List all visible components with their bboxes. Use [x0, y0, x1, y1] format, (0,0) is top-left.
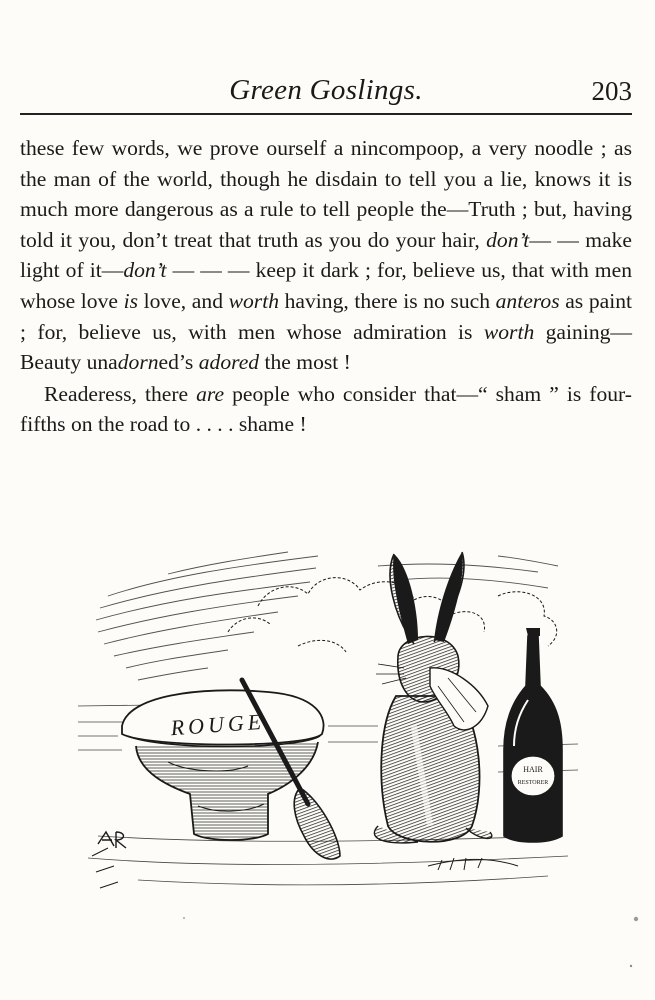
bottle-label-bottom: RESTORER — [517, 780, 549, 786]
engraving-svg — [78, 536, 578, 900]
pot-label: ROUGE — [169, 708, 266, 741]
text-run: — — — keep it dark ; for, believe us, that with men whose love — [20, 258, 632, 313]
rouge-pot — [122, 690, 324, 840]
italic-run: don’t — [486, 227, 530, 252]
page-header — [20, 74, 632, 112]
text-run: the most ! — [259, 350, 351, 375]
text-run: love, and — [138, 288, 229, 313]
italic-run: anteros — [495, 288, 560, 313]
italic-run: is — [123, 288, 138, 313]
grass — [92, 848, 518, 888]
bottle-label-top: HAIR — [523, 765, 543, 774]
text-run: Readeress, there — [44, 381, 197, 406]
italic-run: worth — [483, 319, 535, 344]
sky-hatching — [96, 552, 558, 680]
engraving-illustration — [78, 536, 578, 900]
text-run: — — make light of it— — [20, 227, 632, 283]
text-run: having, there is no such — [279, 288, 496, 313]
page-number: 203 — [591, 76, 632, 106]
text-run: these few words, we prove ourself a nincompoop, a very noodle ; as the man of the world, though he disdain to tell you a lie, knows it is much more dangerous as a rule to tell people the—Truth ; but, having told it you, don’t treat that truth as you do your hair, — [20, 136, 632, 252]
text-run: gaining—Beauty una — [20, 319, 633, 375]
text-run: ed’s — [158, 350, 199, 375]
text-run: as paint ; for, believe us, with men whose admiration is — [20, 288, 633, 344]
italic-run: dorn — [117, 350, 159, 375]
italic-run: adored — [198, 350, 260, 375]
running-title: Green Goslings. — [229, 74, 423, 106]
paragraph — [20, 379, 632, 440]
italic-run: worth — [228, 288, 280, 313]
italic-run: are — [196, 381, 225, 406]
body-text — [20, 133, 632, 440]
artist-monogram — [98, 832, 126, 848]
paragraph — [20, 133, 632, 378]
italic-run: don’t — [123, 258, 167, 283]
text-run: people who consider that—“ sham ” is four-fifths on the road to . . . . shame ! — [20, 381, 632, 437]
hair-restorer-bottle — [504, 628, 562, 842]
weeping-hare — [374, 552, 491, 843]
header-rule — [20, 113, 632, 115]
